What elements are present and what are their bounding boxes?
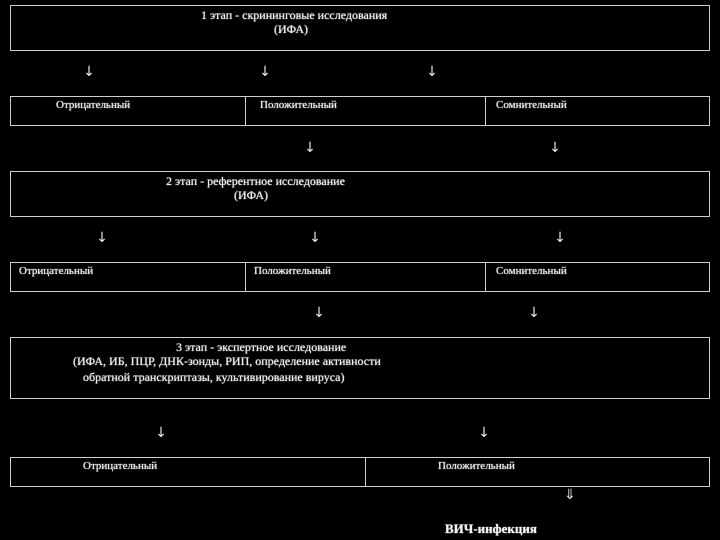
stage3-results-row — [10, 457, 710, 487]
stage1-box — [10, 5, 710, 51]
stage2-title: 2 этап - референтное исследование — [166, 174, 345, 188]
down-arrow-icon: ↓ — [96, 230, 108, 246]
stage1-result-doubtful: Сомнительный — [496, 99, 567, 111]
stage1-result-positive: Положительный — [246, 97, 486, 125]
down-arrow-icon: ↓ — [478, 425, 490, 441]
down-arrow-icon: ↓ — [83, 64, 95, 80]
stage3-methods-line1: (ИФА, ИБ, ПЦР, ДНК-зонды, РИП, определение активности — [73, 354, 381, 368]
down-arrow-icon: ↓ — [304, 140, 316, 156]
down-arrow-icon: ↓ — [528, 305, 540, 321]
stage3-result-negative: Отрицательный — [11, 458, 366, 486]
stage2-box — [10, 171, 710, 217]
stage2-results-row — [10, 262, 710, 292]
stage1-title: 1 этап - скрининговые исследования — [201, 8, 388, 22]
stage2-methods: (ИФА) — [234, 188, 269, 202]
down-arrow-icon: ↓ — [155, 425, 167, 441]
stage3-box — [10, 337, 710, 399]
stage3-title: 3 этап - экспертное исследование — [176, 340, 347, 354]
stage2-result-positive: Положительный — [246, 263, 486, 291]
down-arrow-icon: ↓ — [549, 140, 561, 156]
stage1-result-negative: Отрицательный — [11, 97, 246, 125]
down-arrow-icon: ↓ — [426, 64, 438, 80]
stage2-result-negative: Отрицательный — [11, 263, 246, 291]
down-arrow-icon: ⇓ — [564, 487, 576, 503]
stage1-methods: (ИФА) — [274, 22, 309, 36]
final-diagnosis: ВИЧ-инфекция — [445, 521, 537, 536]
stage1-results-row — [10, 96, 710, 126]
stage3-methods-line2: обратной транскриптазы, культивирование вируса) — [83, 370, 345, 384]
down-arrow-icon: ↓ — [259, 64, 271, 80]
down-arrow-icon: ↓ — [554, 230, 566, 246]
down-arrow-icon: ↓ — [313, 305, 325, 321]
stage2-result-doubtful: Сомнительный — [496, 265, 567, 277]
stage3-result-positive: Положительный — [438, 460, 515, 472]
down-arrow-icon: ↓ — [309, 230, 321, 246]
